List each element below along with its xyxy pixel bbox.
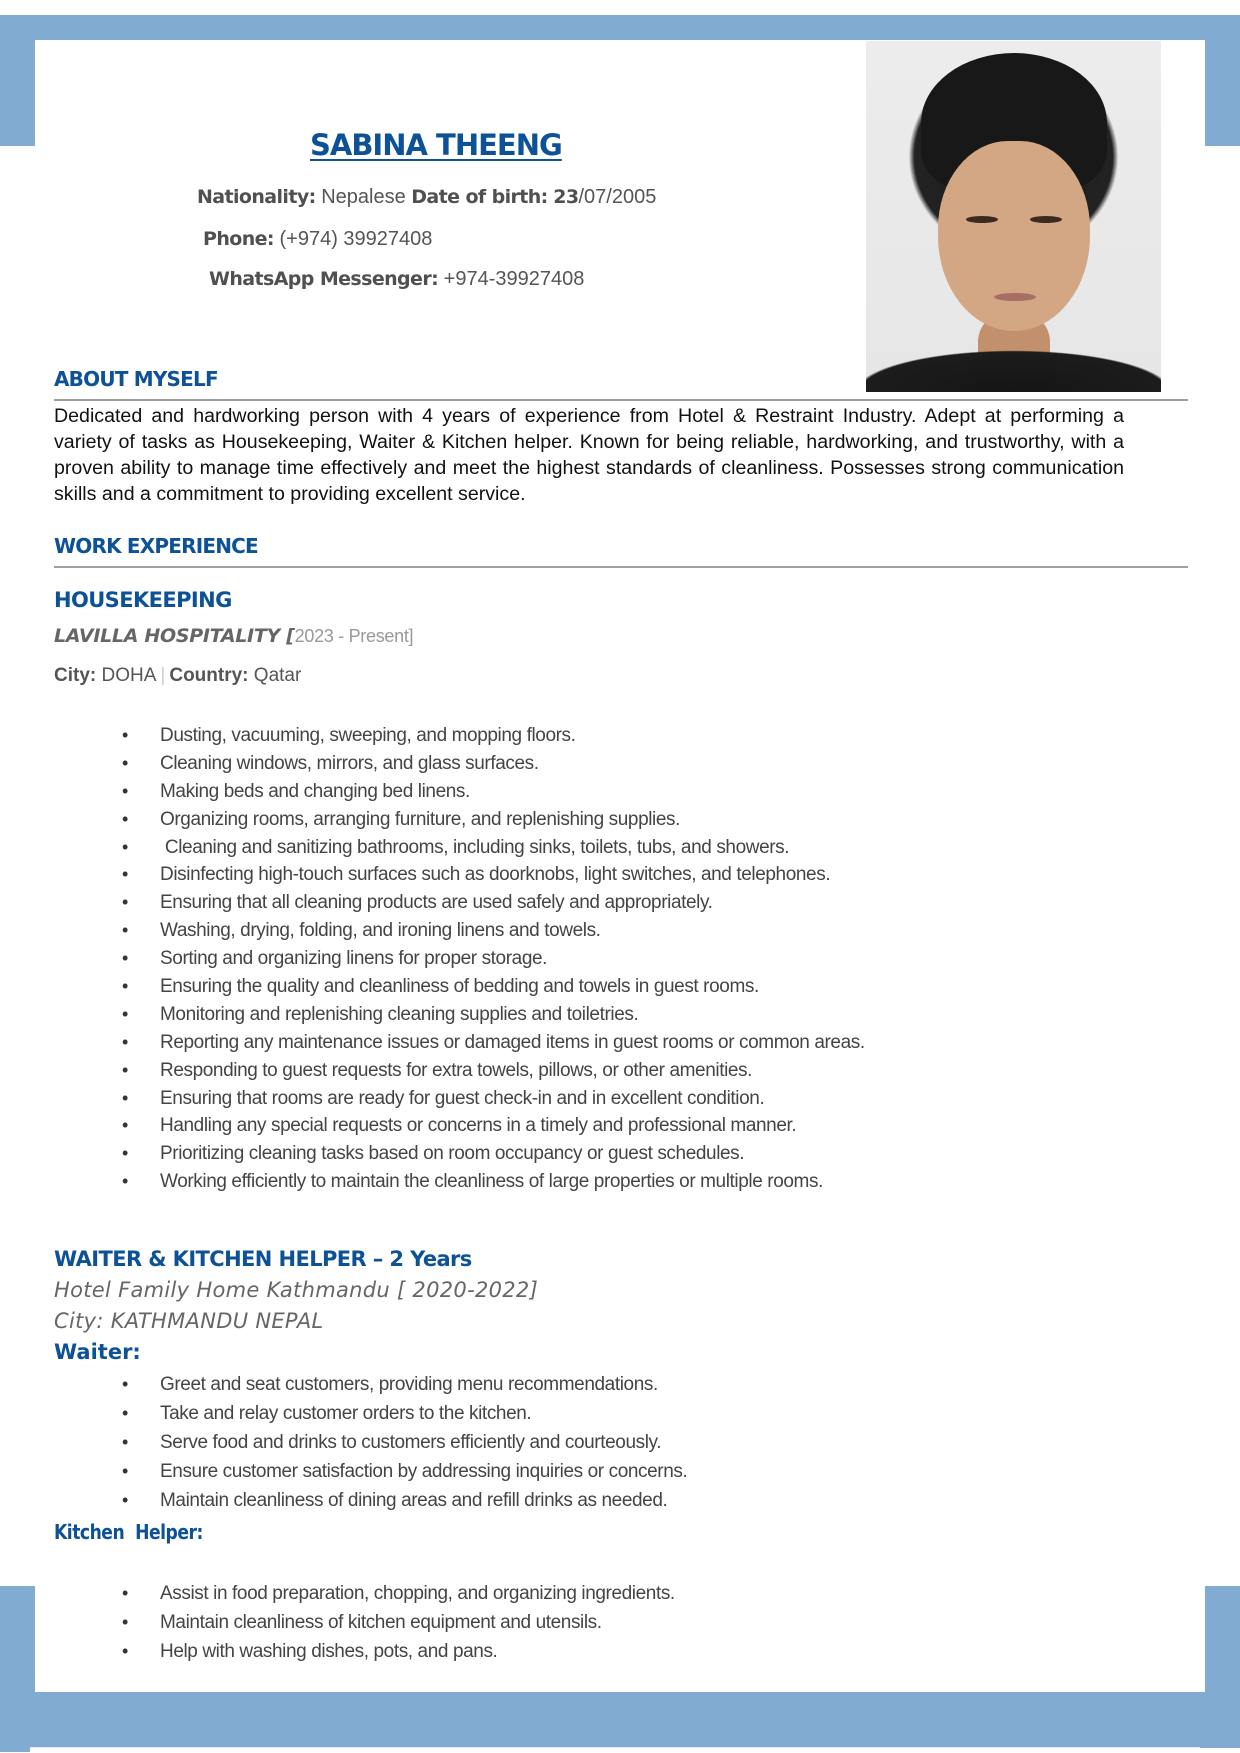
list-item: • Making beds and changing bed linens. [0,778,865,806]
list-item: • Reporting any maintenance issues or damaged items in guest rooms or common areas. [0,1029,865,1057]
list-item: • Handling any special requests or concerns in a timely and professional manner. [0,1112,865,1140]
location-separator: | [160,665,166,686]
about-text: Dedicated and hardworking person with 4 years of experience from Hotel & Restraint Industry. Adept at performing a variety of tasks as Housekeeping, Waiter & Kitchen helper. Known for being reliable, hardworking, and trustworthy, with a proven ability to manage time effectively and meet the highest standards of cleanliness. Possesses strong communication skills and a commitment to providing excellent service. [54,405,1124,505]
list-item: • Assist in food preparation, chopping, and organizing ingredients. [0,1579,675,1608]
country-value: Qatar [253,665,302,686]
list-item: • Ensuring that rooms are ready for guest check-in and in excellent condition. [0,1085,865,1113]
frame-bottom-bar [0,1692,1240,1748]
list-item: • Ensuring that all cleaning products are used safely and appropriately. [0,889,865,917]
work-experience-heading: WORK EXPERIENCE [54,534,258,558]
frame-top-left-bar [0,15,35,146]
nationality-dob-line [197,186,656,209]
about-divider [54,399,1188,401]
phone-value: (+974) 39927408 [279,228,433,250]
company-name: LAVILLA HOSPITALITY [ [54,625,295,647]
nationality-value: Nepalese [321,186,406,208]
list-item: • Organizing rooms, arranging furniture, and replenishing supplies. [0,806,865,834]
list-item: • Prioritizing cleaning tasks based on room occupancy or guest schedules. [0,1140,865,1168]
list-item: • Maintain cleanliness of dining areas and refill drinks as needed. [0,1486,687,1515]
list-item: • Responding to guest requests for extra towels, pillows, or other amenities. [0,1057,865,1085]
job-dates: 2023 - Present] [294,626,414,646]
company-name: Hotel Family Home Kathmandu [ 2020-2022] [54,1278,539,1302]
whatsapp-label: WhatsApp Messenger: [209,268,439,290]
phone-line [203,228,432,251]
waiter-duties [0,1370,687,1515]
candidate-name: SABINA THEENG [310,128,562,162]
list-item: • Help with washing dishes, pots, and pans. [0,1637,675,1666]
waiter-heading: Waiter: [54,1340,141,1364]
list-item: • Cleaning windows, mirrors, and glass surfaces. [0,750,865,778]
list-item: • Maintain cleanliness of kitchen equipment and utensils. [0,1608,675,1637]
nationality-label: Nationality: [197,186,316,208]
next-page-edge [30,1747,1200,1753]
list-item: • Sorting and organizing linens for proper storage. [0,945,865,973]
country-label: Country: [169,665,249,686]
city-line: City: KATHMANDU NEPAL [54,1309,324,1333]
frame-top-bar [0,15,1240,40]
frame-top-right-bar [1205,15,1240,146]
whatsapp-line [209,268,584,291]
location-line [54,665,301,687]
list-item: • Take and relay customer orders to the kitchen. [0,1399,687,1428]
list-item: • Working efficiently to maintain the cleanliness of large properties or multiple rooms. [0,1168,865,1196]
company-line [54,625,413,647]
phone-label: Phone: [203,228,274,250]
dob-day: 23 [553,186,579,208]
list-item: • Cleaning and sanitizing bathrooms, including sinks, toilets, tubs, and showers. [0,834,865,862]
whatsapp-value: +974-39927408 [443,268,585,290]
kitchen-helper-duties [0,1579,675,1666]
kitchen-helper-heading: Kitchen Helper: [54,1520,203,1544]
list-item: • Greet and seat customers, providing menu recommendations. [0,1370,687,1399]
about-heading: ABOUT MYSELF [54,367,218,391]
list-item: • Ensuring the quality and cleanliness of bedding and towels in guest rooms. [0,973,865,1001]
list-item: • Dusting, vacuuming, sweeping, and mopping floors. [0,722,865,750]
list-item: • Serve food and drinks to customers efficiently and courteously. [0,1428,687,1457]
list-item: • Disinfecting high-touch surfaces such as doorknobs, light switches, and telephones. [0,861,865,889]
list-item: • Monitoring and replenishing cleaning supplies and toiletries. [0,1001,865,1029]
profile-photo [866,41,1161,392]
city-value: DOHA [101,665,157,686]
work-experience-divider [54,566,1188,568]
job-title-housekeeping: HOUSEKEEPING [54,588,232,612]
dob-rest: /07/2005 [578,186,657,208]
list-item: • Washing, drying, folding, and ironing linens and towels. [0,917,865,945]
housekeeping-duties [0,722,865,1196]
city-label: City: [54,665,97,686]
dob-label: Date of birth: [411,186,548,208]
job-title-waiter-kitchen-helper: WAITER & KITCHEN HELPER – 2 Years [54,1247,472,1271]
list-item: • Ensure customer satisfaction by addressing inquiries or concerns. [0,1457,687,1486]
